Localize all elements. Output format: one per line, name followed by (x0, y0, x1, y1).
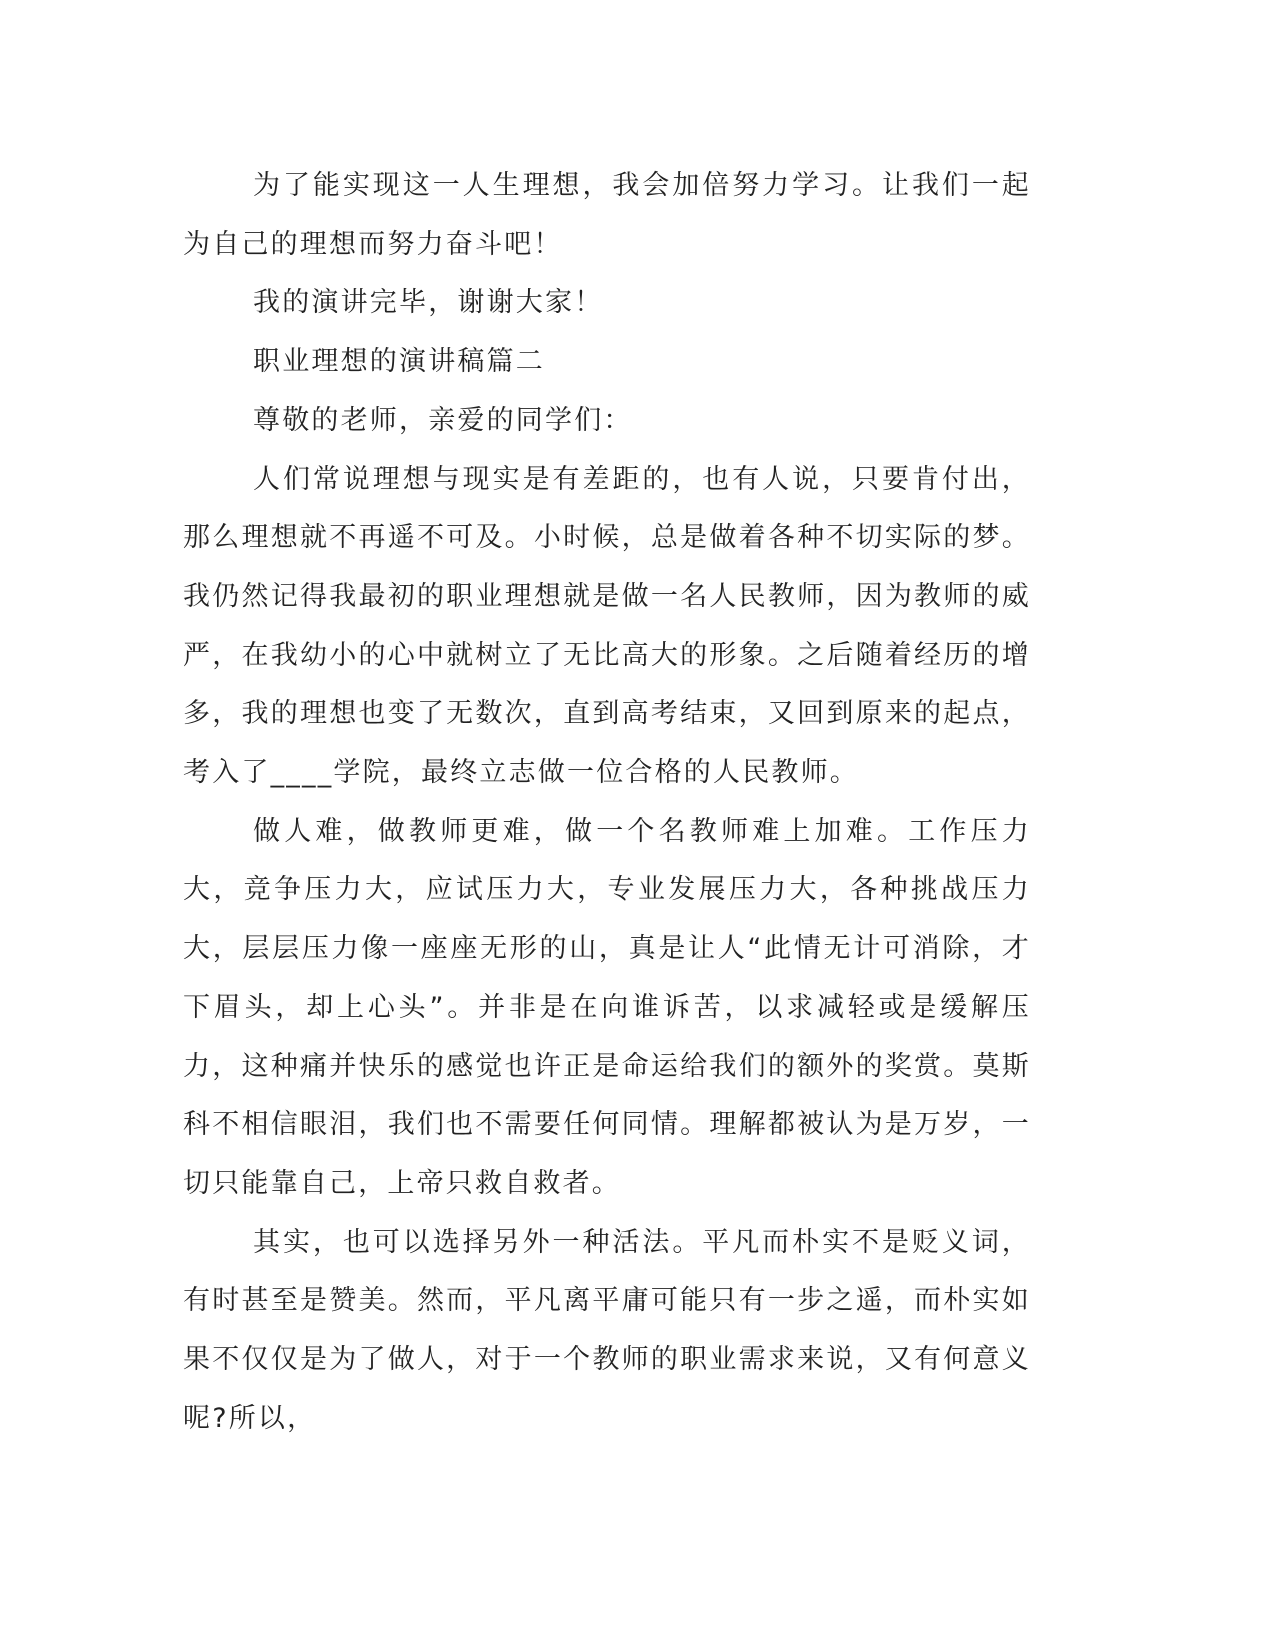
paragraph-teacher-pressure: 做人难，做教师更难，做一个名教师难上加难。工作压力大，竞争压力大，应试压力大，专业发展压力大，各种挑战压力大，层层压力像一座座无形的山，真是让人“此情无计可消除，才下眉头，却上心头”。并非是在向谁诉苦，以求减轻或是缓解压力，这种痛并快乐的感觉也许正是命运给我们的额外的奖赏。莫斯科不相信眼泪，我们也不需要任何同情。理解都被认为是万岁，一切只能靠自己，上帝只救自救者。 (183, 815, 1031, 1199)
paragraph-speech-end: 我的演讲完毕，谢谢大家！ (253, 287, 604, 319)
section-heading: 职业理想的演讲稿篇二 (253, 346, 545, 378)
paragraph-ideal-reality: 人们常说理想与现实是有差距的，也有人说，只要肯付出，那么理想就不再遥不可及。小时候，总是做着各种不切实际的梦。我仍然记得我最初的职业理想就是做一名人民教师，因为教师的威严，在我幼小的心中就树立了无比高大的形象。之后随着经历的增多，我的理想也变了无数次，直到高考结束，又回到原来的起点，考入了____学院，最终立志做一位合格的人民教师。 (183, 463, 1031, 789)
paragraph-another-way: 其实，也可以选择另外一种活法。平凡而朴实不是贬义词，有时甚至是赞美。然而，平凡离平庸可能只有一步之遥，而朴实如果不仅仅是为了做人，对于一个教师的职业需求来说，又有何意义呢?所以， (183, 1226, 1031, 1434)
document-body (183, 157, 1031, 1448)
paragraph-closing-resolve: 为了能实现这一人生理想，我会加倍努力学习。让我们一起为自己的理想而努力奋斗吧！ (183, 170, 1031, 260)
paragraph-salutation: 尊敬的老师，亲爱的同学们： (253, 404, 633, 436)
